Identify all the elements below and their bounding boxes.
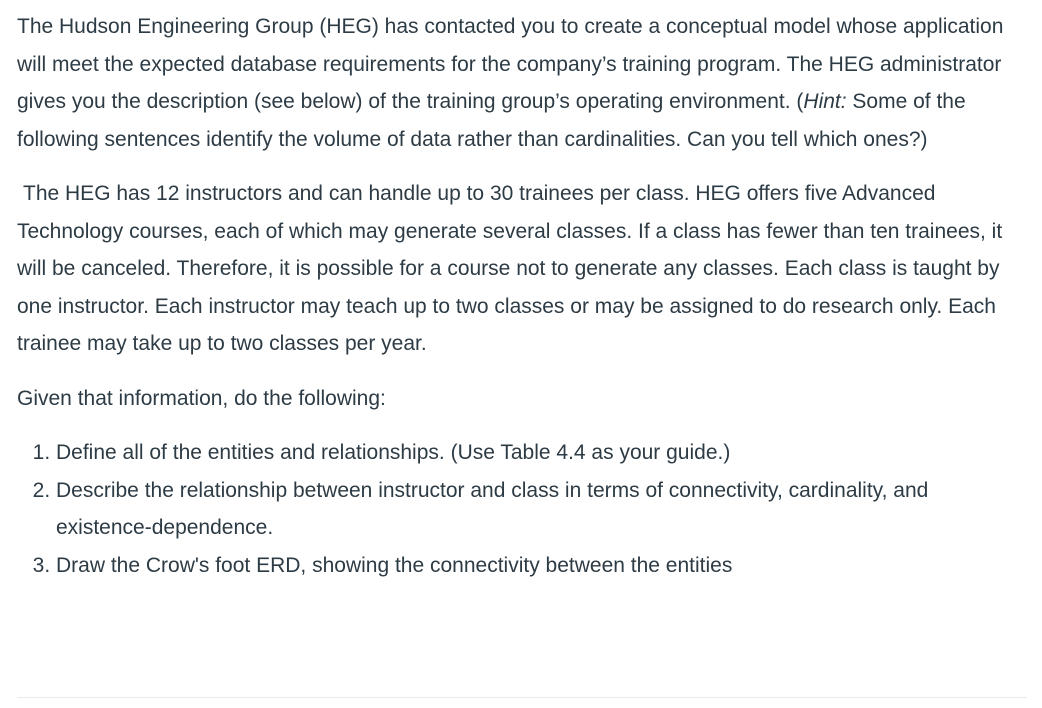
question-content — [17, 8, 1027, 584]
hint-label: Hint: — [803, 90, 847, 113]
task-item-2: 2. Describe the relationship between instructor and class in terms of connectivity, cardinality, and existence-dependence. — [56, 472, 1027, 547]
intro-text: The Hudson Engineering Group (HEG) has contacted you to create a conceptual model whose application will meet the expected database requirements for the company’s training program. The HEG administrator gives you the description (see below) of the training group’s operating environment. ( — [17, 15, 1004, 113]
task-item-1: 1. Define all of the entities and relationships. (Use Table 4.4 as your guide.) — [56, 434, 1027, 472]
task-item-3: 3. Draw the Crow's foot ERD, showing the connectivity between the entities — [56, 547, 1027, 585]
task-list — [17, 434, 1027, 584]
intro-paragraph — [17, 8, 1027, 158]
description-paragraph: The HEG has 12 instructors and can handle up to 30 trainees per class. HEG offers five Advanced Technology courses, each of which may generate several classes. If a class has fewer than ten trainees, it will be canceled. Therefore, it is possible for a course not to generate any classes. Each class is taught by one instructor. Each instructor may teach up to two classes or may be assigned to do research only. Each trainee may take up to two classes per year. — [17, 182, 1003, 355]
divider — [17, 697, 1027, 698]
prompt-paragraph: Given that information, do the following: — [17, 386, 386, 410]
intro-text-after-hint: Some of the following sentences identify the volume of data rather than cardinalities. Can you tell which ones?) — [17, 90, 966, 151]
